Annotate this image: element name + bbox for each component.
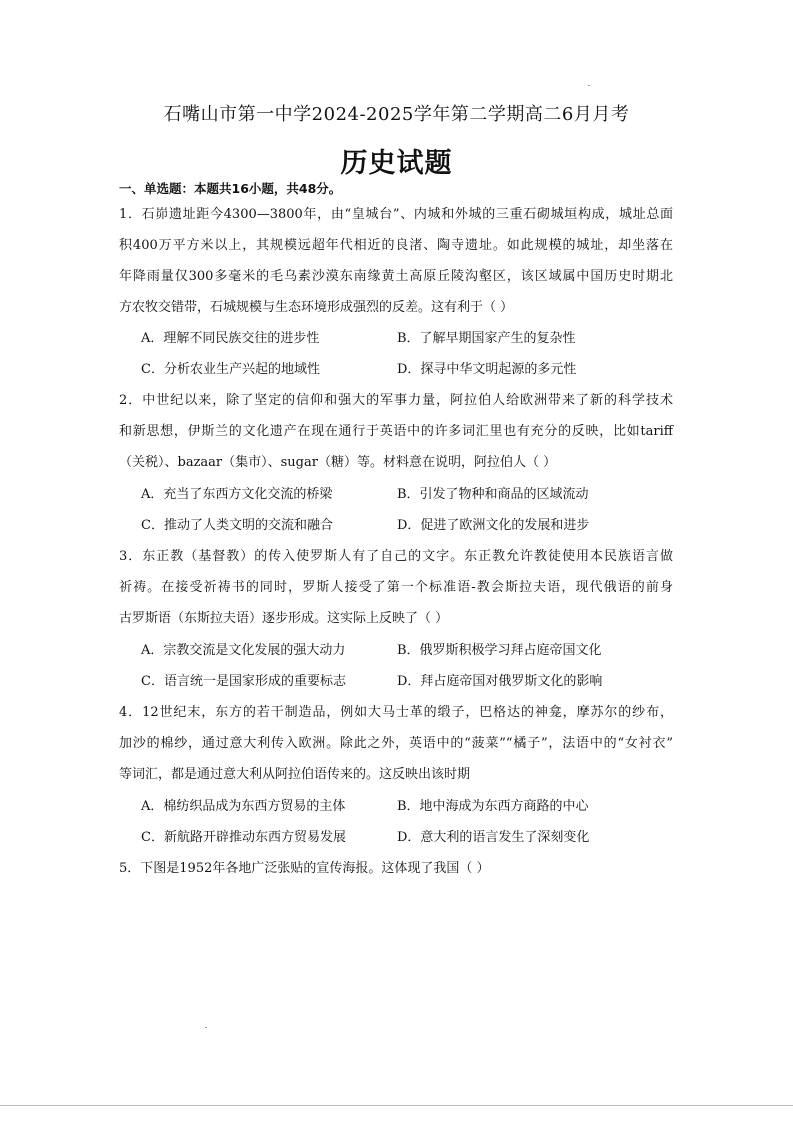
option-d: D．拜占庭帝国对俄罗斯文化的影响 [397, 674, 603, 689]
question-text-line: 2．中世纪以来，除了坚定的信仰和强大的军事力量，阿拉伯人给欧洲带来了新的科学技术 [119, 393, 673, 408]
option-a: A．充当了东西方文化交流的桥梁 [141, 487, 333, 502]
question-text-line: （关税）、bazaar（集市）、sugar（糖）等。材料意在说明，阿拉伯人（ ） [119, 455, 557, 470]
scan-speck [205, 1027, 207, 1028]
option-b: B．了解早期国家产生的复杂性 [397, 331, 576, 346]
option-a: A．宗教交流是文化发展的强大动力 [141, 643, 346, 658]
question-text-line: 和新思想，伊斯兰的文化遗产在现在通行于英语中的许多词汇里也有充分的反映，比如tariff [119, 424, 673, 439]
scan-speck [588, 85, 590, 86]
option-d: D．促进了欧洲文化的发展和进步 [397, 518, 590, 533]
question-text-line: 年降雨量仅300多毫米的毛乌素沙漠东南缘黄土高原丘陵沟壑区，该区域属中国历史时期北 [119, 269, 673, 284]
question-text-line: 祈祷。在接受祈祷书的同时，罗斯人接受了第一个标准语-教会斯拉夫语，现代俄语的前身 [119, 580, 673, 595]
option-a: A．棉纺织品成为东西方贸易的主体 [141, 799, 346, 814]
question-text-line: 加沙的棉纱，通过意大利传入欧洲。除此之外，英语中的“菠菜”“橘子”，法语中的“女衬衣” [119, 736, 673, 751]
question-text-line: 古罗斯语（东斯拉夫语）逐步形成。这实际上反映了（ ） [119, 611, 449, 626]
option-a: A．理解不同民族交往的进步性 [141, 331, 320, 346]
option-c: C．新航路开辟推动东西方贸易发展 [141, 830, 346, 845]
option-b: B．地中海成为东西方商路的中心 [397, 799, 589, 814]
option-c: C．语言统一是国家形成的重要标志 [141, 674, 346, 689]
question-text-line: 5．下图是1952年各地广泛张贴的宣传海报。这体现了我国（ ） [119, 861, 490, 876]
exam-title: 石嘴山市第一中学2024-2025学年第二学期高二6月月考 [163, 104, 630, 125]
question-text-line: 积400万平方米以上，其规模远超年代相近的良渚、陶寺遗址。如此规模的城址，却坐落在 [119, 238, 673, 253]
option-b: B．俄罗斯积极学习拜占庭帝国文化 [397, 643, 602, 658]
subject-title: 历史试题 [340, 148, 453, 179]
question-text-line: 4．12世纪末，东方的若干制造品，例如大马士革的缎子，巴格达的神龛，摩苏尔的纱布， [119, 705, 673, 720]
option-d: D．意大利的语言发生了深刻变化 [397, 830, 590, 845]
option-d: D．探寻中华文明起源的多元性 [397, 362, 577, 377]
question-text-line: 1．石峁遗址距今4300—3800年，由“皇城台”、内城和外城的三重石砌城垣构成，城址总面 [119, 207, 673, 222]
question-text-line: 方农牧交错带，石城规模与生态环境形成强烈的反差。这有利于（ ） [119, 300, 514, 315]
question-text-line: 等词汇，都是通过意大利从阿拉伯语传来的。这反映出该时期 [119, 767, 471, 782]
page-bottom-rule [0, 1105, 793, 1106]
option-b: B．引发了物种和商品的区域流动 [397, 487, 589, 502]
section-heading: 一、单选题：本题共16小题，共48分。 [119, 181, 342, 196]
option-c: C．推动了人类文明的交流和融合 [141, 518, 333, 533]
question-text-line: 3．东正教（基督教）的传入使罗斯人有了自己的文字。东正教允许教徒使用本民族语言做 [119, 549, 673, 564]
option-c: C．分析农业生产兴起的地域性 [141, 362, 320, 377]
